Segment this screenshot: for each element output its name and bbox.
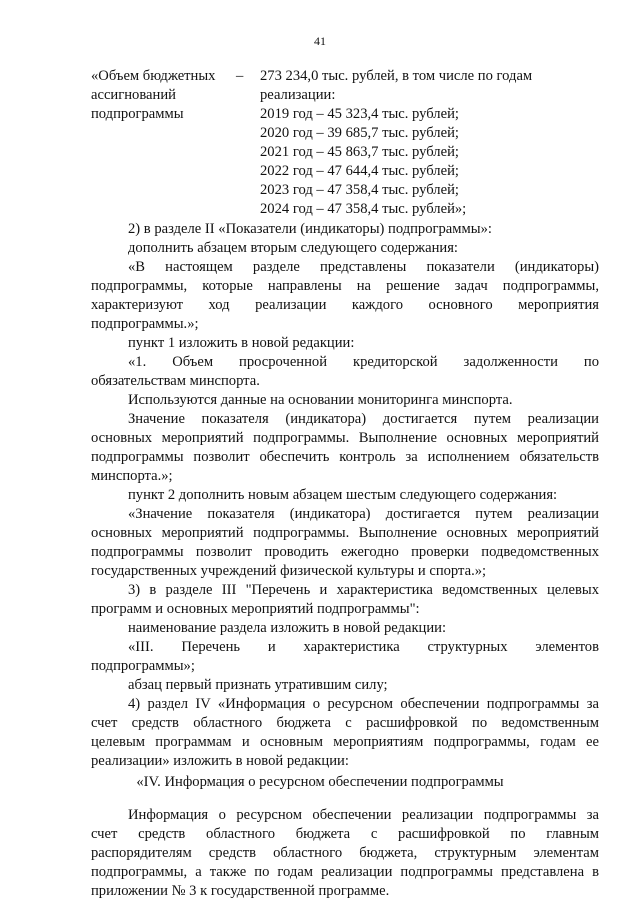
budget-label-line: ассигнований xyxy=(91,87,176,103)
paragraph-line: 3) в разделе III "Перечень и характеристика ведомственных целевых xyxy=(128,582,599,598)
paragraph-line: подпрограммы, а также по годам реализации подпрограммы представлена в xyxy=(91,864,599,880)
paragraph-line: государственных учреждений физической культуры и спорта.»; xyxy=(91,563,487,579)
paragraph-line: подпрограммы, которые направлены на решение задач подпрограммы, xyxy=(91,278,599,294)
budget-line: 273 234,0 тыс. рублей, в том числе по годам xyxy=(260,68,533,84)
budget-dash: – xyxy=(236,68,244,84)
page-number: 41 xyxy=(314,34,326,48)
paragraph-line: дополнить абзацем вторым следующего содержания: xyxy=(128,240,458,256)
paragraph-line: подпрограммы позволит проводить ежегодно проверки подведомственных xyxy=(91,544,599,560)
paragraph-line: Информация о ресурсном обеспечении реализации подпрограммы за xyxy=(128,807,599,823)
paragraph-line: «В настоящем разделе представлены показатели (индикаторы) xyxy=(128,259,599,275)
paragraph-line: пункт 1 изложить в новой редакции: xyxy=(128,335,355,351)
budget-line: 2020 год – 39 685,7 тыс. рублей; xyxy=(260,125,459,141)
paragraph-line: счет средств областного бюджета с расшифровкой по ведомственным xyxy=(91,715,599,731)
budget-line: 2021 год – 45 863,7 тыс. рублей; xyxy=(260,144,459,160)
budget-line: 2023 год – 47 358,4 тыс. рублей; xyxy=(260,182,459,198)
paragraph-line: программ и основных мероприятий подпрограммы": xyxy=(91,601,420,617)
section-heading: «IV. Информация о ресурсном обеспечении подпрограммы xyxy=(136,774,504,790)
paragraph-line: абзац первый признать утратившим силу; xyxy=(128,677,388,693)
paragraph-line: подпрограммы»; xyxy=(91,658,195,674)
budget-label-line: «Объем бюджетных xyxy=(91,68,216,84)
paragraph-line: Значение показателя (индикатора) достигается путем реализации xyxy=(128,411,599,427)
budget-line: 2022 год – 47 644,4 тыс. рублей; xyxy=(260,163,459,179)
budget-line: 2019 год – 45 323,4 тыс. рублей; xyxy=(260,106,459,122)
paragraph-line: пункт 2 дополнить новым абзацем шестым следующего содержания: xyxy=(128,487,558,503)
paragraph-line: «Значение показателя (индикатора) достигается путем реализации xyxy=(128,506,599,522)
paragraph-line: целевым программам и основным мероприятиям подпрограммы, годам ее xyxy=(91,734,599,750)
paragraph-line: наименование раздела изложить в новой редакции: xyxy=(128,620,447,636)
paragraph-line: подпрограммы.»; xyxy=(91,316,199,332)
paragraph-line: 2) в разделе II «Показатели (индикаторы) подпрограммы»: xyxy=(128,221,492,237)
paragraph-line: Используются данные на основании мониторинга минспорта. xyxy=(128,392,513,408)
paragraph-line: основных мероприятий подпрограммы. Выполнение основных мероприятий xyxy=(91,430,599,446)
paragraph-line: обязательствам минспорта. xyxy=(91,373,260,389)
paragraph-line: подпрограммы позволит обеспечить контроль за исполнением обязательств xyxy=(91,449,599,465)
paragraph-line: счет средств областного бюджета с расшифровкой по главным xyxy=(91,826,599,842)
paragraph-line: приложении № 3 к государственной программе. xyxy=(91,883,390,899)
paragraph-line: «III. Перечень и характеристика структурных элементов xyxy=(128,639,599,655)
paragraph-line: минспорта.»; xyxy=(91,468,173,484)
paragraph-line: характеризуют ход реализации каждого основного мероприятия xyxy=(91,297,599,313)
budget-line: реализации: xyxy=(260,87,336,103)
paragraph-line: 4) раздел IV «Информация о ресурсном обеспечении подпрограммы за xyxy=(128,696,599,712)
budget-label-line: подпрограммы xyxy=(91,106,184,122)
paragraph-line: распорядителям средств областного бюджета, структурным элементам xyxy=(91,845,599,861)
paragraph-line: реализации» изложить в новой редакции: xyxy=(91,753,349,769)
budget-line: 2024 год – 47 358,4 тыс. рублей»; xyxy=(260,201,467,217)
paragraph-line: основных мероприятий подпрограммы. Выполнение основных мероприятий xyxy=(91,525,599,541)
paragraph-line: «1. Объем просроченной кредиторской задолженности по xyxy=(128,354,599,370)
